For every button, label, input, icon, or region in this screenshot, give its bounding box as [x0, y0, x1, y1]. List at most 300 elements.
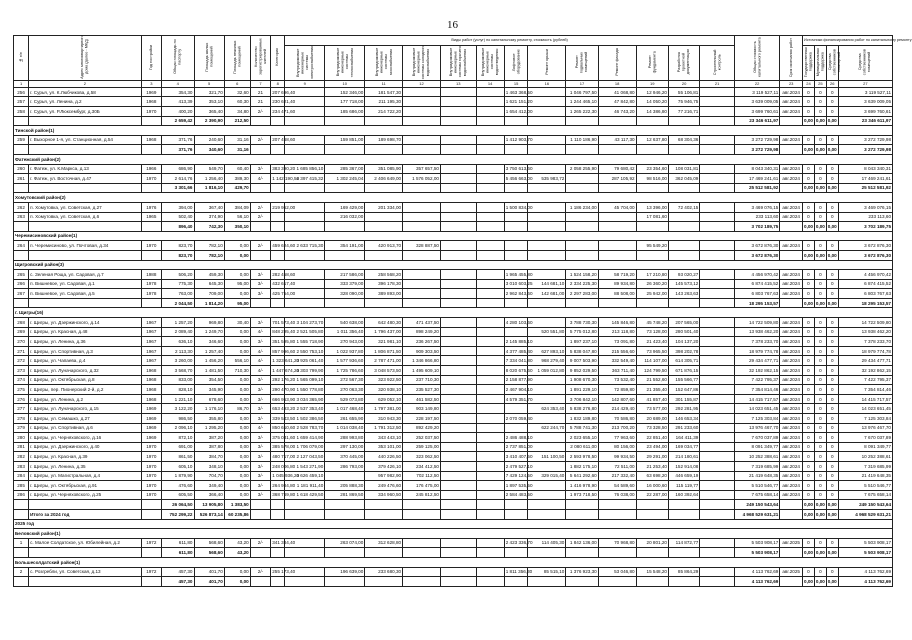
cell: авг.2024 — [780, 87, 803, 97]
cell — [440, 337, 476, 347]
cell: 526 873,14 — [194, 509, 224, 519]
cell: 0 — [814, 97, 826, 107]
cell — [528, 509, 566, 519]
cell: 68 304,36 — [668, 135, 699, 145]
cell: 233 113,60 — [838, 212, 892, 222]
cell: авг.2024 — [780, 433, 803, 443]
column-number: 4 — [162, 80, 194, 87]
cell: 13 938 462,20 — [838, 327, 892, 337]
cell: 387,80 — [194, 442, 224, 452]
address-cell: г. Щигры, ул. Спортивная, д.3 — [29, 346, 141, 356]
cell: 196 639,00 — [325, 567, 365, 577]
cell: 2 390,90 — [194, 116, 224, 126]
cell: 0,00 — [803, 250, 815, 260]
cell — [780, 500, 803, 510]
cell: 3 702 189,75 — [734, 222, 779, 232]
cell: авг.2024 — [780, 366, 803, 376]
cell: 284 — [14, 471, 29, 481]
cell: 0 — [803, 442, 815, 452]
cell — [780, 222, 803, 232]
cell: 285 — [14, 481, 29, 491]
column-number: 17 — [566, 80, 598, 87]
cell: 763,00 — [162, 289, 194, 299]
cell: 2 737 851,00 — [504, 442, 528, 452]
cell: 1 376 923,30 — [566, 567, 598, 577]
cell: 1 257,40 — [194, 346, 224, 356]
cell: 0,00 — [814, 222, 826, 232]
cell: 268 — [14, 318, 29, 328]
cell: 53 046,80 — [598, 567, 636, 577]
cell — [598, 548, 636, 558]
cell: 323 922,50 — [365, 375, 403, 385]
cell: 1 659 414,90 — [285, 433, 325, 443]
cell: 245 812,50 — [403, 490, 441, 500]
cell: 0 — [814, 394, 826, 404]
cell: 18 979 774,78 — [734, 346, 779, 356]
cell — [403, 567, 441, 577]
table-row — [14, 174, 893, 184]
cell: 3/- — [250, 452, 271, 462]
cell: 4 968 529 631,21 — [838, 509, 892, 519]
table-row — [14, 164, 893, 174]
cell: 353 101,00 — [365, 442, 403, 452]
cell — [325, 222, 365, 232]
cell: 249 150 543,64 — [734, 500, 779, 510]
cell: 0 — [803, 490, 815, 500]
table-row — [14, 337, 893, 347]
col-w-hot: Внутридомовые инженерные системы горячего водоснабжения — [440, 45, 476, 80]
cell: 18 295 153,57 — [838, 298, 892, 308]
cell: 4 626 459,10 — [285, 471, 325, 481]
cell — [528, 461, 566, 471]
cell — [476, 222, 504, 232]
page-number: 16 — [447, 19, 458, 31]
cell: 1978 — [141, 289, 162, 299]
cell: 3 119 527,11 — [734, 87, 779, 97]
cell: 1 816,10 — [194, 183, 224, 193]
cell: 72 511,00 — [598, 461, 636, 471]
cell: 43,20 — [224, 548, 250, 558]
cell: 7 334 041,80 — [504, 356, 528, 366]
cell — [271, 509, 285, 519]
cell — [440, 500, 476, 510]
cell — [598, 577, 636, 587]
cell: 0 — [826, 318, 838, 328]
cell: 1968 — [141, 385, 162, 395]
cell — [440, 509, 476, 519]
cell: 266 — [14, 279, 29, 289]
cell — [403, 250, 441, 260]
cell — [325, 298, 365, 308]
cell: 351 595,80 — [271, 337, 285, 347]
cell: 0 — [826, 366, 838, 376]
cell: 32 192 862,15 — [734, 366, 779, 376]
cell — [271, 577, 285, 587]
cell: 1972 — [141, 567, 162, 577]
cell: 234 412,50 — [403, 461, 441, 471]
cell — [271, 250, 285, 260]
table-row — [14, 356, 893, 366]
section-label: 2025 год — [14, 519, 893, 529]
cell: 72 402,15 — [668, 202, 699, 212]
cell: 0 — [814, 202, 826, 212]
table-row — [14, 433, 893, 443]
cell: 0,00 — [826, 250, 838, 260]
cell: 0 — [803, 538, 815, 548]
cell — [141, 183, 162, 193]
cell: 400,20 — [162, 107, 194, 117]
cell: 321,70 — [194, 87, 224, 97]
cell: 371,76 — [162, 145, 194, 155]
cell: 0 — [803, 270, 815, 280]
cell: 2 593 978,50 — [566, 452, 598, 462]
cell: 2 659,42 — [162, 116, 194, 126]
address-cell — [29, 145, 141, 155]
cell: 1 685 856,10 — [285, 164, 325, 174]
cell: 1970 — [141, 442, 162, 452]
address-cell: п. Черемисиново, ул. Почтовая, д.34 — [29, 241, 141, 251]
cell: 0,00 — [814, 577, 826, 587]
cell: 339 543,50 — [271, 414, 285, 424]
cell: 1 — [14, 538, 29, 548]
cell: 2 058 255,90 — [566, 164, 598, 174]
cell — [700, 97, 735, 107]
cell: 622 244,70 — [528, 423, 566, 433]
address-cell: п. Хомутовка, ул. Советская, д.27 — [29, 202, 141, 212]
cell: 0,00 — [803, 500, 815, 510]
table-row — [14, 442, 893, 452]
cell — [528, 442, 566, 452]
cell: 21 552,60 — [636, 375, 668, 385]
cell — [250, 145, 271, 155]
cell: 3 788 730,30 — [566, 318, 598, 328]
cell — [476, 318, 504, 328]
cell — [476, 509, 504, 519]
cell: авг.2024 — [780, 212, 803, 222]
cell: авг.2024 — [780, 461, 803, 471]
cell — [440, 135, 476, 145]
cell — [700, 174, 735, 184]
cell: авг.2024 — [780, 414, 803, 424]
cell: 0,00 — [224, 442, 250, 452]
address-cell — [29, 250, 141, 260]
cell: 353,10 — [194, 97, 224, 107]
cell: 207 565,00 — [668, 318, 699, 328]
cell — [14, 250, 29, 260]
cell — [440, 222, 476, 232]
cell: 23 346 611,97 — [734, 116, 779, 126]
cell: 0 — [814, 375, 826, 385]
cell: 272 567,30 — [325, 375, 365, 385]
cell — [598, 298, 636, 308]
cell — [440, 279, 476, 289]
cell: 2 145 885,10 — [504, 337, 528, 347]
section-header-row — [14, 126, 893, 136]
cell — [440, 107, 476, 117]
cell: 3/- — [250, 414, 271, 424]
section-label: Фатежский район(2) — [14, 154, 893, 164]
cell: 31,16 — [224, 135, 250, 145]
cell — [476, 567, 504, 577]
cell: 0 — [826, 97, 838, 107]
cell — [476, 289, 504, 299]
cell: 2/- — [250, 135, 271, 145]
cell: 0,00 — [224, 394, 250, 404]
cell — [528, 270, 566, 280]
cell: 93 020,27 — [668, 270, 699, 280]
table-row — [14, 414, 893, 424]
cell: 159 851,00 — [325, 135, 365, 145]
column-number: 9 — [285, 80, 325, 87]
cell — [528, 500, 566, 510]
cell: 701 573,40 — [271, 318, 285, 328]
cell — [440, 577, 476, 587]
cell: 214 429,40 — [598, 404, 636, 414]
cell: 1 832 189,80 — [566, 414, 598, 424]
cell: 14 023 651,45 — [734, 404, 779, 414]
cell: 1 908 670,30 — [566, 375, 598, 385]
cell — [285, 183, 325, 193]
cell — [700, 356, 735, 366]
cell: 14 722 509,80 — [734, 318, 779, 328]
cell: 341 384,40 — [271, 538, 285, 548]
cell: 4 377 485,40 — [504, 346, 528, 356]
cell: авг.2024 — [780, 471, 803, 481]
cell: авг.2024 — [780, 164, 803, 174]
section-header-row — [14, 557, 893, 567]
cell — [700, 318, 735, 328]
cell: 0,00 — [803, 298, 815, 308]
cell — [700, 375, 735, 385]
cell: 270 — [14, 337, 29, 347]
cell: 1 412 903,70 — [504, 135, 528, 145]
cell: 286 — [14, 490, 29, 500]
col-w-design: Разработка проектной документации — [668, 45, 699, 80]
cell: 5 775 012,80 — [566, 327, 598, 337]
cell: 234 471,60 — [271, 107, 285, 117]
cell: 41 857,40 — [636, 394, 668, 404]
cell — [636, 183, 668, 193]
cell: 3 568,70 — [162, 366, 194, 376]
cell — [14, 222, 29, 232]
cell — [780, 183, 803, 193]
cell: 0 — [814, 337, 826, 347]
col-category: Категория — [271, 36, 285, 81]
cell: 6 803 767,63 — [838, 289, 892, 299]
cell: 261 — [14, 174, 29, 184]
cell: 0 — [814, 366, 826, 376]
cell: авг.2024 — [780, 107, 803, 117]
cell: 3 410 407,50 — [504, 452, 528, 462]
cell: 0 — [803, 471, 815, 481]
cell — [250, 222, 271, 232]
cell: 1 811 356,30 — [504, 567, 528, 577]
cell: 249 476,60 — [365, 481, 403, 491]
cell: 1969 — [141, 404, 162, 414]
cell — [440, 327, 476, 337]
cell: 0 — [826, 481, 838, 491]
cell — [440, 202, 476, 212]
cell: 73 965,50 — [636, 346, 668, 356]
cell: 297 130,00 — [325, 442, 365, 452]
cell — [403, 145, 441, 155]
cell: 95,00 — [224, 279, 250, 289]
cell: 1 882 175,10 — [566, 461, 598, 471]
cell: 0 — [803, 212, 815, 222]
cell: 34,80 — [224, 107, 250, 117]
cell: 3/- — [250, 164, 271, 174]
cell: 181 547,30 — [365, 87, 403, 97]
cell — [271, 212, 285, 222]
table-row — [14, 279, 893, 289]
cell: 0 — [826, 164, 838, 174]
cell — [476, 433, 504, 443]
cell: 1969 — [141, 433, 162, 443]
column-number: 15 — [504, 80, 528, 87]
cell: 104 137,20 — [668, 337, 699, 347]
cell: 8 043 340,31 — [838, 164, 892, 174]
cell: 2 — [14, 567, 29, 577]
cell — [476, 356, 504, 366]
cell — [476, 212, 504, 222]
cell: 21 419 648,35 — [734, 471, 779, 481]
cell: 0,00 — [803, 183, 815, 193]
cell: 0 — [814, 481, 826, 491]
cell: 47 842,80 — [598, 97, 636, 107]
cell: 3 272 729,98 — [734, 145, 779, 155]
cell — [528, 433, 566, 443]
address-cell: г. Щигры, ул. Ленина, д.35 — [29, 461, 141, 471]
cell: 13 976 467,70 — [838, 423, 892, 433]
cell — [440, 318, 476, 328]
cell: 4/- — [250, 174, 271, 184]
cell: 5 510 546,77 — [734, 481, 779, 491]
cell — [476, 107, 504, 117]
cell: 2 479 527,10 — [504, 461, 528, 471]
cell — [700, 145, 735, 155]
address-cell — [29, 577, 141, 587]
cell — [14, 548, 29, 558]
cell: 99 934,50 — [598, 452, 636, 462]
cell — [403, 116, 441, 126]
cell: 237 710,30 — [403, 375, 441, 385]
address-cell: г. Щигры, ул. Октябрьская, д.91 — [29, 481, 141, 491]
cell — [566, 509, 598, 519]
cell: 1969 — [141, 87, 162, 97]
cell: 0,00 — [826, 116, 838, 126]
cell: 263 — [14, 212, 29, 222]
cell — [14, 298, 29, 308]
cell: 4 113 762,69 — [838, 567, 892, 577]
cell — [528, 97, 566, 107]
cell: 0,00 — [814, 183, 826, 193]
cell: 710,30 — [224, 366, 250, 376]
cell: 1970 — [141, 481, 162, 491]
cell: 17 210,80 — [636, 270, 668, 280]
col-w-gas: Внутридомовые инженерные системы газоснабжения — [365, 45, 403, 80]
cell: 432 617,40 — [271, 279, 285, 289]
cell: 233 680,30 — [365, 567, 403, 577]
cell: 211 195,30 — [365, 97, 403, 107]
cell: 986,50 — [162, 414, 194, 424]
cell: 282 458,60 — [271, 270, 285, 280]
cell — [14, 145, 29, 155]
cell: 0,00 — [826, 222, 838, 232]
cell: 3 639 009,05 — [838, 97, 892, 107]
cell — [668, 241, 699, 251]
cell: 1970 — [141, 174, 162, 184]
col-w-foundation: Ремонт фундамента — [636, 45, 668, 80]
address-cell — [29, 500, 141, 510]
cell — [476, 385, 504, 395]
cell — [598, 116, 636, 126]
cell: 0 — [803, 241, 815, 251]
cell: 160 392,64 — [668, 490, 699, 500]
cell: 0,00 — [814, 116, 826, 126]
column-number: 13 — [440, 80, 476, 87]
cell: 653 493,20 — [271, 404, 285, 414]
cell: 213 700,20 — [598, 423, 636, 433]
cell: 287 105,92 — [598, 174, 636, 184]
cell: 256 — [14, 87, 29, 97]
cell — [700, 289, 735, 299]
cell: 461 582,50 — [403, 394, 441, 404]
cell: 5 838 047,80 — [566, 346, 598, 356]
cell — [668, 250, 699, 260]
cell: 0 — [826, 327, 838, 337]
col-deadline: Срок окончания работ — [780, 36, 803, 81]
cell: 144 681,10 — [528, 279, 566, 289]
cell: 2 297 283,00 — [566, 289, 598, 299]
cell: 80 156,00 — [598, 442, 636, 452]
cell: 0 — [803, 279, 815, 289]
address-cell — [29, 298, 141, 308]
cell: 271 — [14, 346, 29, 356]
address-cell: г. Щигры, ул. Октябрьская, д.8 — [29, 375, 141, 385]
cell: 257 — [14, 97, 29, 107]
cell: 1 244 465,10 — [566, 97, 598, 107]
cell: 0,00 — [814, 548, 826, 558]
cell: 3 672 876,30 — [838, 241, 892, 251]
cell: авг.2024 — [780, 481, 803, 491]
cell: 0 — [814, 423, 826, 433]
cell — [476, 366, 504, 376]
address-cell: п. Вишневое, ул. Садовая, д.1 — [29, 279, 141, 289]
cell: 0 — [803, 289, 815, 299]
cell: 2 044,50 — [162, 298, 194, 308]
cell — [636, 222, 668, 232]
cell — [14, 500, 29, 510]
cell: 2 550 753,10 — [285, 346, 325, 356]
cell: 17 469 241,61 — [838, 174, 892, 184]
cell: 968 279,40 — [528, 356, 566, 366]
cell: 21 253,40 — [636, 461, 668, 471]
cell: 26 360,20 — [636, 279, 668, 289]
cell: 1976 — [141, 202, 162, 212]
cell — [700, 548, 735, 558]
cell — [440, 298, 476, 308]
cell: 115 119,77 — [668, 481, 699, 491]
address-cell: г. Сурья, ул. К.Любчикова, д.58 — [29, 87, 141, 97]
cell: 177 718,00 — [325, 97, 365, 107]
cell: 23 354,60 — [636, 164, 668, 174]
cell: 1 965 455,80 — [504, 270, 528, 280]
cell: 898 249,20 — [403, 327, 441, 337]
cell — [476, 87, 504, 97]
cell — [700, 433, 735, 443]
cell: 3 469 076,15 — [734, 202, 779, 212]
cell: 0 — [814, 404, 826, 414]
